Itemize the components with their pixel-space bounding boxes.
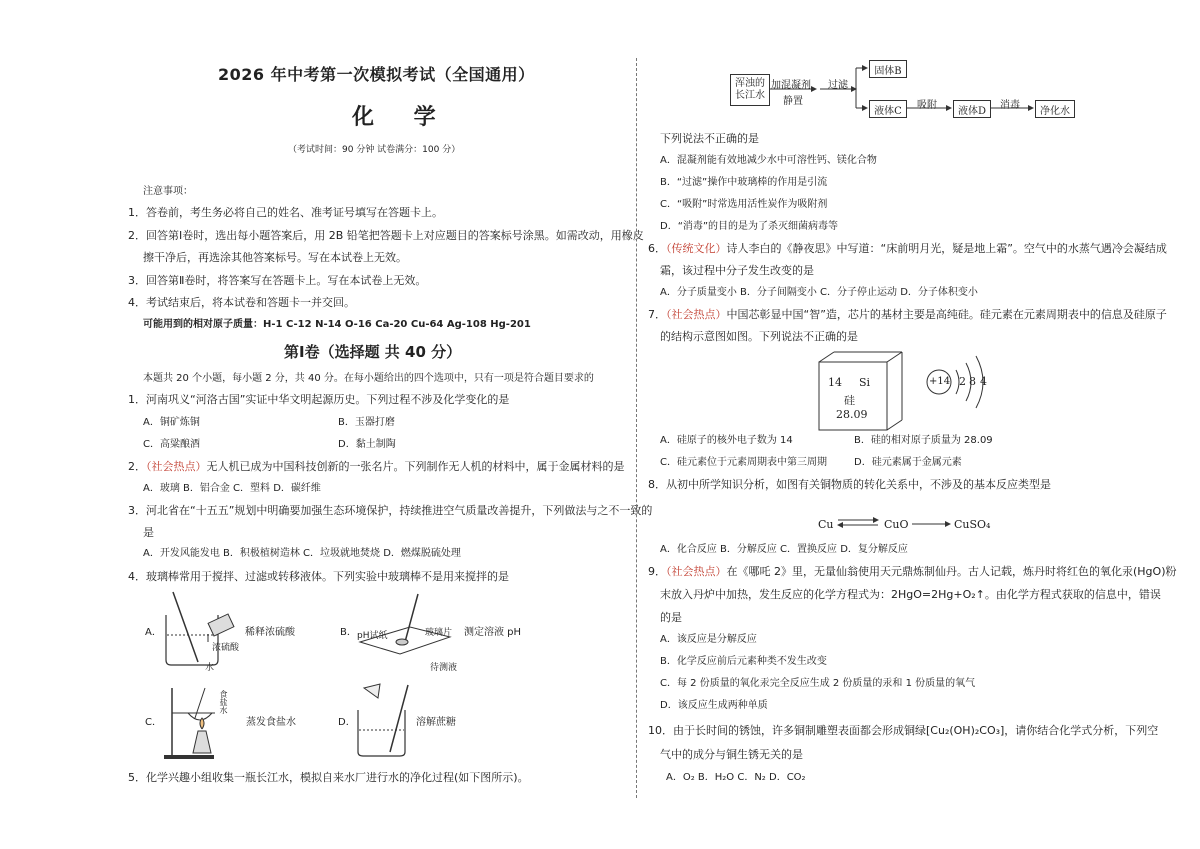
- dissolve-sugar-illustration: [350, 680, 420, 760]
- q4-b-label: 测定溶液 pH: [464, 627, 522, 638]
- q7-number: 7．: [648, 308, 666, 321]
- q7-tag: （社会热点）: [666, 308, 727, 321]
- q8-cuso4: CuSO₄: [954, 518, 991, 531]
- flow-liquidd-text: 液体D: [957, 105, 987, 117]
- question-10-stem: 10．由于长时间的锈蚀，许多铜制雕塑表面都会形成铜绿[Cu₂(OH)₂CO₃]，请你结合化学式分析，下列空: [648, 724, 1159, 737]
- atom-shell-1: 2: [959, 375, 966, 388]
- q5-option-a: A．混凝剂能有效地减少水中可溶性钙、镁化合物: [660, 155, 877, 166]
- q4-b-glass: 玻璃片: [425, 628, 453, 638]
- q4-option-b-letter: B．: [340, 627, 357, 638]
- q8-cu: Cu: [818, 518, 834, 531]
- question-3-stem: 3．河北省在“十五五”规划中明确要加强生态环境保护，持续推进空气质量改善提升，下列做法与之不一致的: [128, 504, 653, 517]
- q6-text: 诗人李白的《静夜思》中写道：“床前明月光，疑是地上霜”。空气中的水蒸气遇冷会凝结成: [726, 242, 1167, 255]
- cell-symbol: Si: [859, 376, 871, 389]
- q2-text: 无人机已成为中国科技创新的一张名片。下列制作无人机的材料中，属于金属材料的是: [206, 460, 625, 473]
- flow-arrows: [768, 58, 1038, 120]
- q5-question: 下列说法不正确的是: [660, 132, 759, 145]
- note-item: 2．回答第Ⅰ卷时，选出每小题答案后，用 2B 铅笔把答题卡上对应题目的答案标号涂黑。如需改动，用橡皮: [128, 229, 644, 242]
- question-5-stem: 5．化学兴趣小组收集一瓶长江水，模拟自来水厂进行水的净化过程(如下图所示)。: [128, 771, 529, 784]
- q4-c-salt: 食盐水: [219, 690, 228, 714]
- section-intro: 本题共 20 个小题，每小题 2 分，共 40 分。在每小题给出的四个选项中，只有一项是符合题目要求的: [143, 373, 594, 384]
- q4-option-c-letter: C．: [145, 717, 162, 728]
- question-10-stem-cont: 气中的成分与铜生锈无关的是: [660, 748, 803, 761]
- q4-option-a-letter: A．: [145, 627, 162, 638]
- q4-b-liquid: 待测液: [430, 663, 458, 673]
- note-item: 3．回答第Ⅱ卷时，将答案写在答题卡上。写在本试卷上无效。: [128, 274, 427, 287]
- question-4-stem: 4．玻璃棒常用于搅拌、过滤或转移液体。下列实验中玻璃棒不是用来搅拌的是: [128, 570, 509, 583]
- flow-step4: 消毒: [1000, 100, 1020, 111]
- note-item: 擦干净后，再选涂其他答案标号。写在本试卷上无效。: [143, 251, 407, 264]
- cell-mass: 28.09: [836, 408, 868, 421]
- q4-c-label: 蒸发食盐水: [246, 717, 296, 728]
- q1-option-c: C．高粱酿酒: [143, 439, 200, 450]
- q4-a-label: 稀释浓硫酸: [245, 627, 295, 638]
- flow-start-box: [730, 74, 770, 106]
- atom-shell-3: 4: [980, 375, 987, 388]
- q6-options: A．分子质量变小 B．分子间隔变小 C．分子停止运动 D．分子体积变小: [660, 287, 978, 298]
- question-7-stem-cont: 的结构示意图如图。下列说法不正确的是: [660, 330, 858, 343]
- atom-nucleus: +14: [929, 376, 951, 387]
- q6-tag: （传统文化）: [666, 242, 727, 255]
- flow-liquidc-text: 液体C: [874, 105, 902, 117]
- q4-a-acid: 浓硫酸: [212, 643, 240, 653]
- note-item: 4．考试结束后，将本试卷和答题卡一并交回。: [128, 296, 355, 309]
- q9-option-c: C．每 2 份质量的氧化汞完全反应生成 2 份质量的汞和 1 份质量的氧气: [660, 678, 976, 689]
- cell-number: 14: [828, 376, 842, 389]
- section-title: 第Ⅰ卷（选择题 共 40 分）: [284, 343, 462, 361]
- question-1-stem: 1．河南巩义“河洛古国”实证中华文明起源历史。下列过程不涉及化学变化的是: [128, 393, 510, 406]
- flow-end-text: 净化水: [1040, 105, 1070, 117]
- question-2-stem: [128, 460, 625, 474]
- q9-tag: （社会热点）: [666, 565, 727, 578]
- q9-option-a: A．该反应是分解反应: [660, 634, 757, 645]
- q9-text: 在《哪吒 2》里，无量仙翁使用天元鼎炼制仙丹。古人记载，炼丹时将红色的氧化汞(HgO)粉: [726, 565, 1177, 578]
- copper-conversion-arrows: [834, 510, 954, 540]
- subject-title: 化 学: [352, 104, 452, 130]
- q3-options: A．开发风能发电 B．积极植树造林 C．垃圾就地焚烧 D．燃煤脱硫处理: [143, 548, 461, 559]
- question-9-stem-cont: 末放入丹炉中加热，发生反应的化学方程式为：2HgO=2Hg+O₂↑。由化学方程式获取的信息中，错误: [660, 588, 1161, 601]
- q4-a-water: 水: [205, 663, 215, 673]
- q4-d-label: 溶解蔗糖: [416, 717, 456, 728]
- q7-option-a: A．硅原子的核外电子数为 14: [660, 435, 793, 446]
- exam-title: 2026 年中考第一次模拟考试（全国通用）: [218, 65, 535, 84]
- q4-b-paper: pH试纸: [357, 631, 388, 641]
- q5-option-d: D．“消毒”的目的是为了杀灭细菌病毒等: [660, 221, 839, 232]
- q8-options: A．化合反应 B．分解反应 C．置换反应 D．复分解反应: [660, 544, 908, 555]
- question-9-stem-cont2: 的是: [660, 611, 682, 624]
- question-3-stem-cont: 是: [143, 526, 154, 539]
- q7-option-b: B．硅的相对原子质量为 28.09: [854, 435, 993, 446]
- cell-name: 硅: [844, 394, 855, 407]
- flow-start-text: 浑浊的长江水: [735, 78, 765, 101]
- q5-option-b: B．“过滤”操作中玻璃棒的作用是引流: [660, 177, 828, 188]
- question-7-stem: [648, 308, 1167, 322]
- question-6-stem: [648, 242, 1167, 256]
- q2-options: A．玻璃 B．铝合金 C．塑料 D．碳纤维: [143, 483, 321, 494]
- exam-info: （考试时间：90 分钟 试卷满分：100 分）: [288, 145, 461, 155]
- right-column: [638, 0, 1200, 849]
- note-item: 1．答卷前，考生务必将自己的姓名、准考证号填写在答题卡上。: [128, 206, 443, 219]
- flow-solid-text: 固体B: [874, 65, 902, 77]
- flow-step1b: 静置: [783, 96, 803, 107]
- flow-step3: 吸附: [917, 100, 937, 111]
- question-9-stem: [648, 565, 1177, 579]
- q8-cuo: CuO: [884, 518, 909, 531]
- notes-heading: 注意事项：: [143, 186, 193, 197]
- question-6-stem-cont: 霜，该过程中分子发生改变的是: [660, 264, 814, 277]
- acid-dilution-illustration: [158, 590, 248, 670]
- q7-text: 中国芯彰显中国“智”造，芯片的基材主要是高纯硅。硅元素在元素周期表中的信息及硅原子: [726, 308, 1167, 321]
- q10-options: A．O₂ B．H₂O C．N₂ D．CO₂: [666, 772, 806, 783]
- column-divider: [636, 58, 637, 798]
- q7-option-c: C．硅元素位于元素周期表中第三周期: [660, 457, 827, 468]
- q2-tag: （社会热点）: [146, 460, 207, 473]
- q9-option-d: D．该反应生成两种单质: [660, 700, 768, 711]
- question-8-stem: 8．从初中所学知识分析，如图有关铜物质的转化关系中，不涉及的基本反应类型是: [648, 478, 1051, 491]
- q5-option-c: C．“吸附”时常选用活性炭作为吸附剂: [660, 199, 828, 210]
- q6-number: 6．: [648, 242, 666, 255]
- q1-option-d: D．黏土制陶: [338, 439, 396, 450]
- q1-option-a: A．铜矿炼铜: [143, 417, 200, 428]
- q9-number: 9．: [648, 565, 666, 578]
- q4-option-d-letter: D．: [338, 717, 356, 728]
- q2-number: 2．: [128, 460, 146, 473]
- flow-end-box: [1035, 100, 1075, 118]
- atomic-masses: 可能用到的相对原子质量：H-1 C-12 N-14 O-16 Ca-20 Cu-64 Ag-108 Hg-201: [143, 319, 531, 330]
- q9-option-b: B．化学反应前后元素种类不发生改变: [660, 656, 827, 667]
- flow-step2: 过滤: [828, 80, 848, 91]
- q1-option-b: B．玉器打磨: [338, 417, 395, 428]
- atom-shell-2: 8: [969, 375, 976, 388]
- flow-step1: 加混凝剂: [771, 80, 811, 91]
- q7-option-d: D．硅元素属于金属元素: [854, 457, 962, 468]
